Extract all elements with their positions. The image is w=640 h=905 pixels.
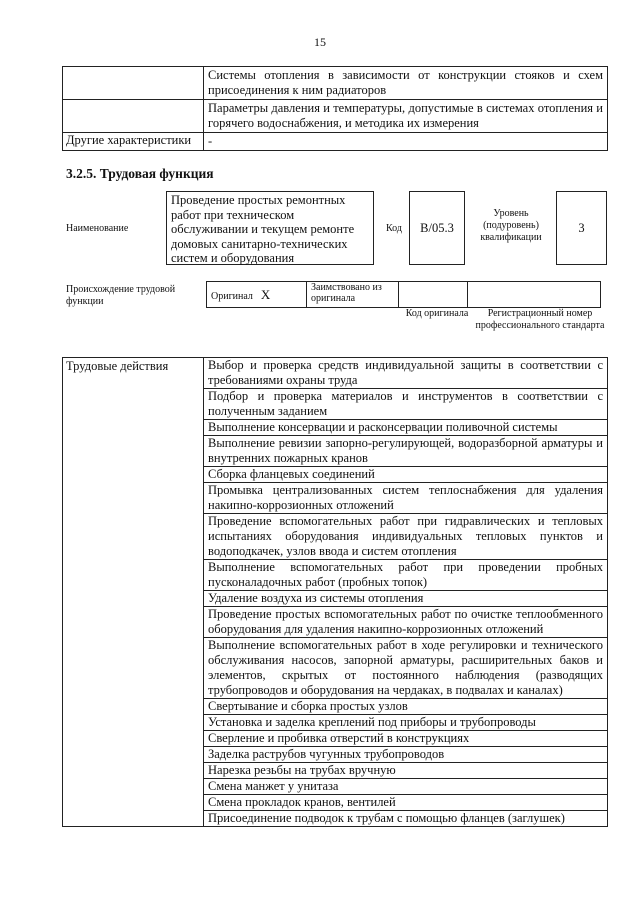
- origin-table: [206, 281, 601, 308]
- labor-action-item: Промывка централизованных систем теплоснабжения для удаления накипно-коррозионных отложений: [204, 483, 608, 514]
- qualification-level-label: Уровень (подуровень) квалификации: [480, 208, 542, 243]
- labor-action-item: Выполнение ревизии запорно-регулирующей, водоразборной арматуры и внутренних пожарных кранов: [204, 436, 608, 467]
- labor-action-item: Сборка фланцевых соединений: [204, 467, 608, 483]
- table-row: [63, 133, 608, 151]
- reg-number-label: Регистрационный номер профессионального стандарта: [475, 308, 605, 331]
- labor-action-item: Установка и заделка креплений под приборы и трубопроводы: [204, 715, 608, 731]
- code-original-label: Код оригинала: [405, 308, 469, 319]
- function-name-box: Проведение простых ремонтных работ при техническом обслуживании и текущем ремонте домовых санитарно-технических систем и оборудования: [166, 191, 374, 265]
- table-cell: Системы отопления в зависимости от конструкции стояков и схем присоединения к ним радиаторов: [204, 67, 608, 100]
- labor-action-item: Заделка раструбов чугунных трубопроводов: [204, 747, 608, 763]
- name-label: Наименование: [66, 223, 129, 234]
- code-value-box: B/05.3: [409, 191, 465, 265]
- empty-label-cell: [63, 67, 204, 100]
- table-row: [63, 100, 608, 133]
- labor-action-item: Свертывание и сборка простых узлов: [204, 699, 608, 715]
- labor-actions-label: Трудовые действия: [63, 358, 204, 827]
- labor-action-item: Выполнение вспомогательных работ в ходе регулировки и технического обслуживания насосов, запорной арматуры, расширительных баков и элементов, скрытых от постоянного наблюдения (разводящих трубопроводов и оборудования на чердаках, в подвалах и каналах): [204, 638, 608, 699]
- labor-action-item: Сверление и пробивка отверстий в конструкциях: [204, 731, 608, 747]
- table-row: [63, 67, 608, 100]
- labor-action-item: Присоединение подводок к трубам с помощью фланцев (заглушек): [204, 811, 608, 827]
- labor-action-item: Проведение вспомогательных работ при гидравлических и тепловых испытаниях оборудования индивидуальных тепловых пунктов и водоподкачек, узлов ввода и систем отопления: [204, 514, 608, 560]
- labor-action-item: Смена прокладок кранов, вентилей: [204, 795, 608, 811]
- table-row: [207, 282, 601, 308]
- origin-label: Происхождение трудовой функции: [66, 284, 176, 307]
- table-row: [63, 358, 608, 389]
- labor-action-item: Проведение простых вспомогательных работ по очистке теплообменного оборудования для удаления накипно-коррозионных отложений: [204, 607, 608, 638]
- original-cell: [207, 282, 307, 308]
- qualification-level-box: 3: [556, 191, 607, 265]
- labor-action-item: Выполнение вспомогательных работ при проведении пробных пусконаладочных работ (пробных топок): [204, 560, 608, 591]
- labor-action-item: Выполнение консервации и расконсервации поливочной системы: [204, 420, 608, 436]
- original-label: Оригинал: [211, 290, 253, 302]
- other-characteristics-label: Другие характеристики: [63, 133, 204, 151]
- empty-label-cell: [63, 100, 204, 133]
- labor-action-item: Нарезка резьбы на трубах вручную: [204, 763, 608, 779]
- section-heading: 3.2.5. Трудовая функция: [66, 166, 214, 181]
- table-cell: Параметры давления и температуры, допустимые в системах отопления и горячего водоснабжения, и методика их измерения: [204, 100, 608, 133]
- borrowed-cell: Заимствовано из оригинала: [307, 282, 399, 308]
- reg-number-cell: [468, 282, 601, 308]
- labor-action-item: Смена манжет у унитаза: [204, 779, 608, 795]
- other-characteristics-value: -: [204, 133, 608, 151]
- original-mark: X: [260, 286, 271, 302]
- page-number: 15: [314, 35, 326, 49]
- labor-action-item: Подбор и проверка материалов и инструментов в соответствии с полученным заданием: [204, 389, 608, 420]
- labor-action-item: Удаление воздуха из системы отопления: [204, 591, 608, 607]
- labor-actions-table: [62, 357, 608, 827]
- code-original-cell: [399, 282, 468, 308]
- code-label: Код: [386, 223, 402, 234]
- labor-action-item: Выбор и проверка средств индивидуальной защиты в соответствии с требованиями охраны труда: [204, 358, 608, 389]
- characteristics-table: [62, 66, 608, 151]
